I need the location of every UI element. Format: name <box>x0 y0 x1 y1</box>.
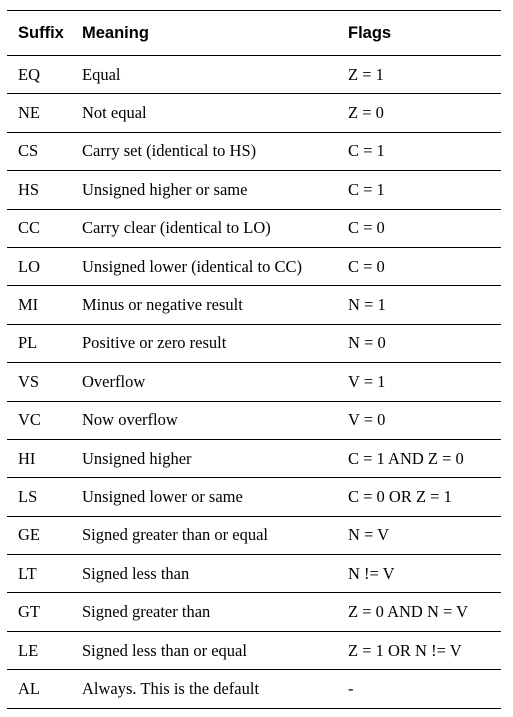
header-meaning: Meaning <box>82 11 348 56</box>
flags-cell: V = 0 <box>348 401 501 439</box>
meaning-cell: Positive or zero result <box>82 324 348 362</box>
suffix-cell: PL <box>7 324 82 362</box>
table-row <box>7 132 501 170</box>
table-row <box>7 670 501 708</box>
flags-cell: Z = 0 AND N = V <box>348 593 501 631</box>
table-row <box>7 478 501 516</box>
meaning-cell: Unsigned higher <box>82 439 348 477</box>
meaning-cell: Unsigned higher or same <box>82 171 348 209</box>
flags-cell: N = 0 <box>348 324 501 362</box>
table-row <box>7 171 501 209</box>
flags-cell: C = 0 <box>348 209 501 247</box>
meaning-cell: Signed greater than or equal <box>82 516 348 554</box>
meaning-cell: Overflow <box>82 363 348 401</box>
meaning-cell: Carry clear (identical to LO) <box>82 209 348 247</box>
table-row <box>7 247 501 285</box>
suffix-cell: CS <box>7 132 82 170</box>
suffix-cell: VC <box>7 401 82 439</box>
meaning-cell: Equal <box>82 56 348 94</box>
table-header <box>7 11 501 56</box>
flags-cell: C = 0 <box>348 247 501 285</box>
suffix-cell: CC <box>7 209 82 247</box>
suffix-cell: MI <box>7 286 82 324</box>
meaning-cell: Always. This is the default <box>82 670 348 708</box>
suffix-cell: LT <box>7 555 82 593</box>
flags-cell: Z = 0 <box>348 94 501 132</box>
flags-cell: C = 1 <box>348 171 501 209</box>
table-row <box>7 324 501 362</box>
flags-cell: Z = 1 <box>348 56 501 94</box>
suffix-cell: LO <box>7 247 82 285</box>
table-row <box>7 286 501 324</box>
suffix-cell: HS <box>7 171 82 209</box>
meaning-cell: Signed less than <box>82 555 348 593</box>
table-row <box>7 593 501 631</box>
table-row <box>7 209 501 247</box>
flags-cell: C = 1 AND Z = 0 <box>348 439 501 477</box>
suffix-cell: GT <box>7 593 82 631</box>
suffix-cell: LE <box>7 631 82 669</box>
flags-cell: Z = 1 OR N != V <box>348 631 501 669</box>
table-row <box>7 363 501 401</box>
flags-cell: C = 0 OR Z = 1 <box>348 478 501 516</box>
suffix-cell: LS <box>7 478 82 516</box>
flags-cell: N = 1 <box>348 286 501 324</box>
table-row <box>7 94 501 132</box>
table-row <box>7 439 501 477</box>
condition-codes-table <box>7 10 501 709</box>
header-row <box>7 11 501 56</box>
table-row <box>7 631 501 669</box>
header-suffix: Suffix <box>7 11 82 56</box>
meaning-cell: Not equal <box>82 94 348 132</box>
suffix-cell: EQ <box>7 56 82 94</box>
flags-cell: C = 1 <box>348 132 501 170</box>
suffix-cell: NE <box>7 94 82 132</box>
meaning-cell: Minus or negative result <box>82 286 348 324</box>
suffix-cell: VS <box>7 363 82 401</box>
table-row <box>7 555 501 593</box>
table-row <box>7 56 501 94</box>
suffix-cell: AL <box>7 670 82 708</box>
meaning-cell: Carry set (identical to HS) <box>82 132 348 170</box>
meaning-cell: Signed greater than <box>82 593 348 631</box>
flags-cell: N = V <box>348 516 501 554</box>
flags-cell: - <box>348 670 501 708</box>
header-flags: Flags <box>348 11 501 56</box>
meaning-cell: Unsigned lower or same <box>82 478 348 516</box>
flags-cell: V = 1 <box>348 363 501 401</box>
table-body <box>7 56 501 709</box>
flags-cell: N != V <box>348 555 501 593</box>
table-row <box>7 401 501 439</box>
suffix-cell: HI <box>7 439 82 477</box>
meaning-cell: Unsigned lower (identical to CC) <box>82 247 348 285</box>
meaning-cell: Signed less than or equal <box>82 631 348 669</box>
meaning-cell: Now overflow <box>82 401 348 439</box>
suffix-cell: GE <box>7 516 82 554</box>
table-row <box>7 516 501 554</box>
